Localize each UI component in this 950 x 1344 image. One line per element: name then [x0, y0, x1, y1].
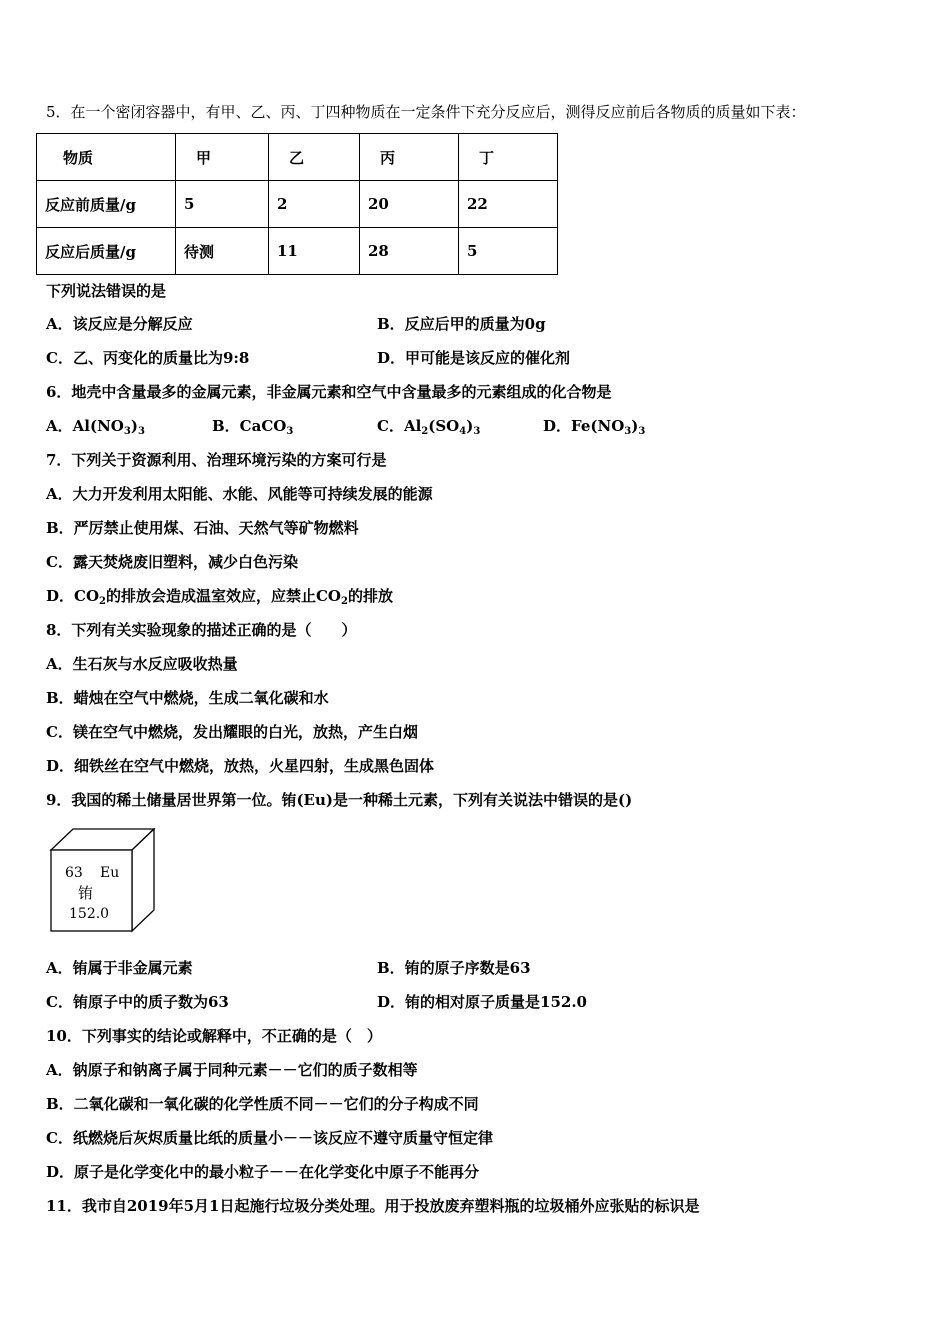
atomic-number: 63	[65, 865, 83, 881]
q5-option-d: D．甲可能是该反应的催化剂	[377, 349, 571, 367]
q7-option-a: A．大力开发利用太阳能、水能、风能等可持续发展的能源	[46, 485, 433, 503]
mass-table	[36, 133, 558, 275]
table-cell: 丁	[459, 134, 558, 181]
table-cell: 22	[459, 181, 558, 228]
q11-stem: 11．我市自2019年5月1日起施行垃圾分类处理。用于投放废弃塑料瓶的垃圾桶外应张贴的标识是	[46, 1197, 700, 1215]
q9-option-b: B．铕的原子序数是63	[377, 959, 531, 977]
table-cell: 20	[360, 181, 459, 228]
q5-prompt: 下列说法错误的是	[46, 282, 167, 300]
q10-option-d: D．原子是化学变化中的最小粒子－－在化学变化中原子不能再分	[46, 1163, 480, 1181]
q6-option-b: B．CaCO$_3$	[212, 417, 294, 437]
q7-stem: 7．下列关于资源利用、治理环境污染的方案可行是	[46, 451, 387, 469]
q8-option-c: C．镁在空气中燃烧，发出耀眼的白光，放热，产生白烟	[46, 723, 418, 741]
q8-stem: 8．下列有关实验现象的描述正确的是（ ）	[46, 621, 357, 639]
q5-stem: 5．在一个密闭容器中，有甲、乙、丙、丁四种物质在一定条件下充分反应后，测得反应前后各物质的质量如下表：	[46, 103, 806, 121]
q7-option-b: B．严厉禁止使用煤、石油、天然气等矿物燃料	[46, 519, 359, 537]
element-card-europium	[48, 828, 158, 934]
table-cell: 反应后质量/g	[37, 228, 176, 275]
q10-option-a: A．钠原子和钠离子属于同种元素－－它们的质子数相等	[46, 1061, 418, 1079]
element-symbol: Eu	[100, 865, 120, 881]
q8-option-a: A．生石灰与水反应吸收热量	[46, 655, 238, 673]
q8-option-b: B．蜡烛在空气中燃烧，生成二氧化碳和水	[46, 689, 329, 707]
q5-option-b: B．反应后甲的质量为0g	[377, 315, 546, 333]
q9-stem: 9．我国的稀土储量居世界第一位。铕(Eu)是一种稀土元素，下列有关说法中错误的是()	[46, 791, 633, 809]
q8-option-d: D．细铁丝在空气中燃烧，放热，火星四射，生成黑色固体	[46, 757, 435, 775]
table-cell: 5	[176, 181, 269, 228]
table-cell: 甲	[176, 134, 269, 181]
table-cell: 丙	[360, 134, 459, 181]
table-row	[37, 181, 558, 228]
atomic-mass: 152.0	[69, 906, 110, 922]
q6-option-c: C．$Al_2(SO_4)_3$	[377, 417, 481, 437]
table-row	[37, 228, 558, 275]
table-header-row	[37, 134, 558, 181]
table-cell: 物质	[37, 134, 176, 181]
table-cell: 乙	[269, 134, 360, 181]
q10-option-b: B．二氧化碳和一氧化碳的化学性质不同－－它们的分子构成不同	[46, 1095, 479, 1113]
q5-option-a: A．该反应是分解反应	[46, 315, 193, 333]
q9-option-d: D．铕的相对原子质量是152.0	[377, 993, 587, 1011]
q6-option-a: A．$Al(NO_3)_3$	[46, 417, 145, 437]
q6-option-d: D．$Fe(NO_3)_3$	[543, 417, 646, 437]
table-cell: 待测	[176, 228, 269, 275]
q9-option-a: A．铕属于非金属元素	[46, 959, 193, 977]
q10-stem: 10．下列事实的结论或解释中，不正确的是（ ）	[46, 1027, 382, 1045]
element-name: 铕	[78, 884, 94, 902]
q9-option-c: C．铕原子中的质子数为63	[46, 993, 229, 1011]
q10-option-c: C．纸燃烧后灰烬质量比纸的质量小－－该反应不遵守质量守恒定律	[46, 1129, 493, 1147]
q6-stem: 6．地壳中含量最多的金属元素，非金属元素和空气中含量最多的元素组成的化合物是	[46, 383, 612, 401]
table-cell: 28	[360, 228, 459, 275]
table-cell: 11	[269, 228, 360, 275]
table-cell: 5	[459, 228, 558, 275]
q7-option-c: C．露天焚烧废旧塑料，减少白色污染	[46, 553, 298, 571]
q5-option-c: C．乙、丙变化的质量比为9:8	[46, 349, 250, 367]
table-cell: 2	[269, 181, 360, 228]
table-cell: 反应前质量/g	[37, 181, 176, 228]
q7-option-d: D．$CO_2$的排放会造成温室效应，应禁止$CO_2$的排放	[46, 587, 393, 607]
